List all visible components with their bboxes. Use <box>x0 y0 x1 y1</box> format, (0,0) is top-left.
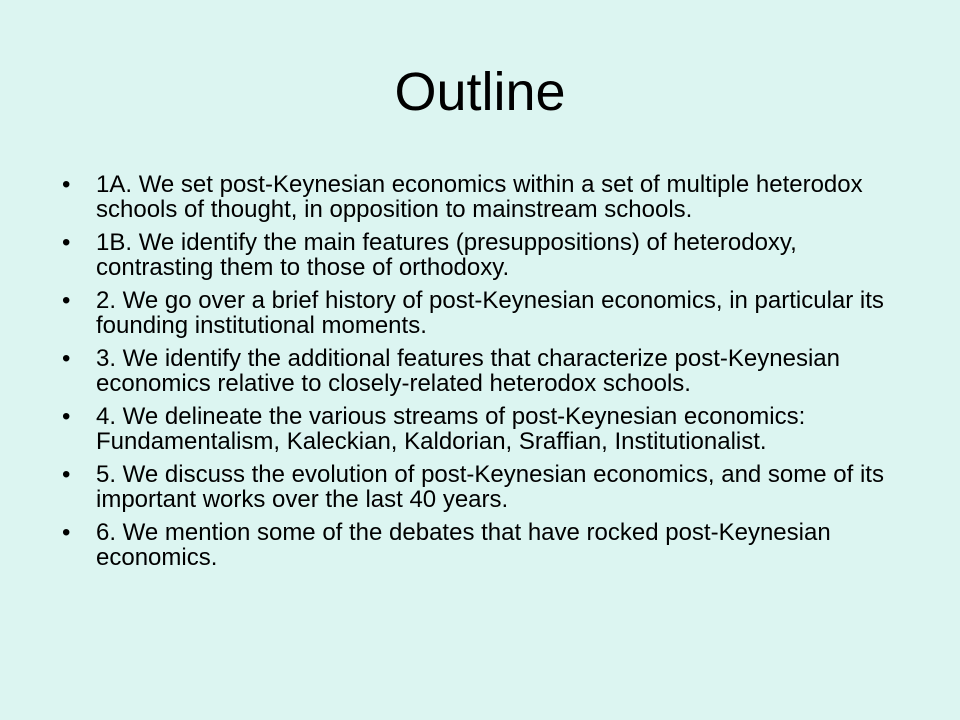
bullet-icon: • <box>62 345 71 372</box>
bullet-item-2 <box>62 288 912 338</box>
bullet-item-6 <box>62 520 912 570</box>
bullet-icon: • <box>62 461 71 488</box>
bullet-item-5 <box>62 462 912 512</box>
bullet-item-3 <box>62 346 912 396</box>
bullet-icon: • <box>62 229 71 256</box>
bullet-text: 6. We mention some of the debates that have rocked post-Keynesian economics. <box>96 519 831 571</box>
bullet-text: 5. We discuss the evolution of post-Keynesian economics, and some of its important works over the last 40 years. <box>96 461 884 513</box>
bullet-text: 3. We identify the additional features that characterize post-Keynesian economics relative to closely-related heterodox schools. <box>96 345 840 397</box>
bullet-list <box>62 172 912 578</box>
bullet-text: 2. We go over a brief history of post-Keynesian economics, in particular its founding institutional moments. <box>96 287 884 339</box>
bullet-icon: • <box>62 287 71 314</box>
bullet-icon: • <box>62 403 71 430</box>
bullet-item-1b <box>62 230 912 280</box>
bullet-icon: • <box>62 519 71 546</box>
bullet-item-1a <box>62 172 912 222</box>
bullet-text: 1A. We set post-Keynesian economics within a set of multiple heterodox schools of thought, in opposition to mainstream schools. <box>96 171 863 223</box>
bullet-text: 4. We delineate the various streams of post-Keynesian economics: Fundamentalism, Kaleckian, Kaldorian, Sraffian, Institutionalist. <box>96 403 806 455</box>
slide-title: Outline <box>394 62 566 122</box>
bullet-text: 1B. We identify the main features (presuppositions) of heterodoxy, contrasting them to those of orthodoxy. <box>96 229 797 281</box>
bullet-item-4 <box>62 404 912 454</box>
bullet-icon: • <box>62 171 71 198</box>
